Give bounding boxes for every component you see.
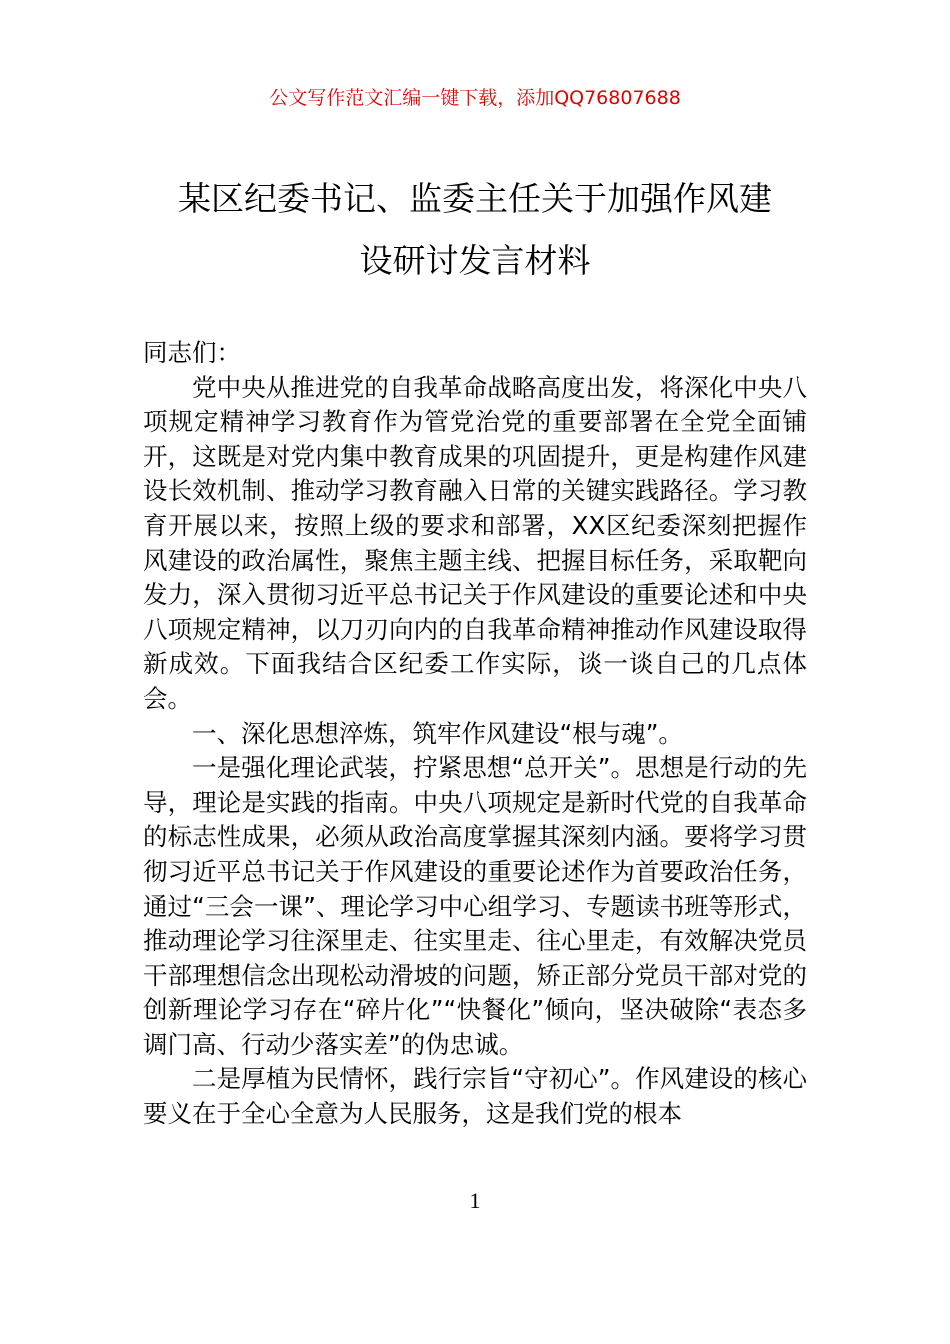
title-line-2: 设研讨发言材料 (359, 241, 591, 280)
paragraph-point-1: 一是强化理论武装，拧紧思想“总开关”。思想是行动的先导，理论是实践的指南。中央八项规定是新时代党的自我革命的标志性成果，必须从政治高度掌握其深刻内涵。要将学习贯彻习近平总书记关于作风建设的重要论述作为首要政治任务，通过“三会一课”、理论学习中心组学习、专题读书班等形式，推动理论学习往深里走、往实里走、往心里走，有效解决党员干部理想信念出现松动滑坡的问题，矫正部分党员干部对党的创新理论学习存在“碎片化”“快餐化”倾向，坚决破除“表态多调门高、行动少落实差”的伪忠诚。 (143, 753, 807, 1059)
header-note: 公文写作范文汇编一键下载，添加QQ76807688 (269, 87, 681, 109)
paragraph-intro: 党中央从推进党的自我革命战略高度出发，将深化中央八项规定精神学习教育作为管党治党的重要部署在全党全面铺开，这既是对党内集中教育成果的巩固提升，更是构建作风建设长效机制、推动学习教育融入日常的关键实践路径。学习教育开展以来，按照上级的要求和部署，XX区纪委深刻把握作风建设的政治属性，聚焦主题主线、把握目标任务，采取靶向发力，深入贯彻习近平总书记关于作风建设的重要论述和中央八项规定精神，以刀刃向内的自我革命精神推动作风建设取得新成效。下面我结合区纪委工作实际，谈一谈自己的几点体会。 (143, 372, 807, 713)
page-number: 1 (469, 1188, 481, 1213)
salutation: 同志们： (143, 338, 241, 367)
paragraph-point-2: 二是厚植为民情怀，践行宗旨“守初心”。作风建设的核心要义在于全心全意为人民服务，这是我们党的根本 (143, 1064, 807, 1129)
section-heading-1: 一、深化思想淬炼，筑牢作风建设“根与魂”。 (192, 718, 683, 748)
document-body (143, 336, 807, 1132)
document-title (140, 168, 810, 292)
title-line-1: 某区纪委书记、监委主任关于加强作风建 (178, 179, 772, 218)
